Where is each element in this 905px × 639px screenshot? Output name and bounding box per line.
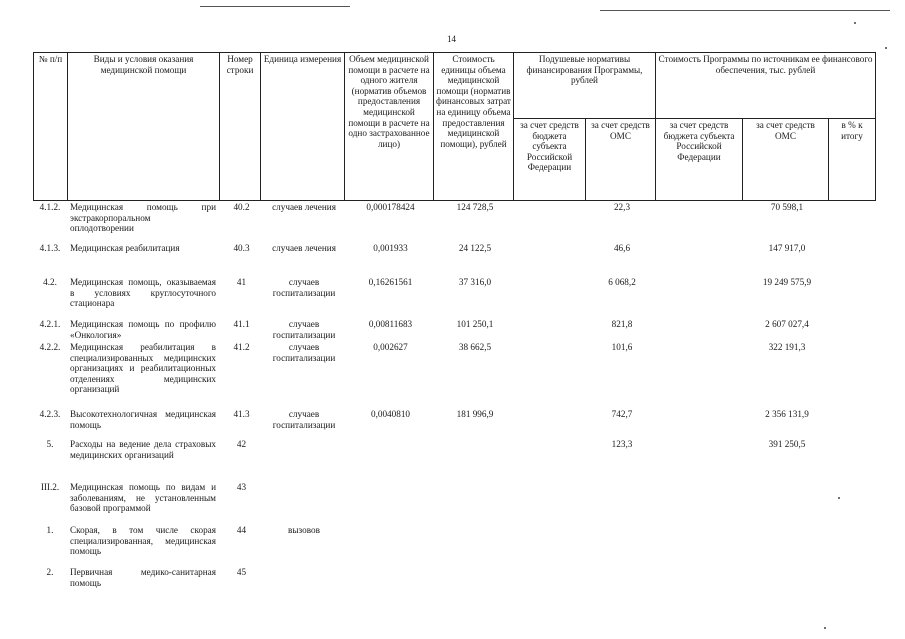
row-line-number: 40.2	[233, 202, 250, 212]
row-unit: случаев лечения	[272, 202, 336, 212]
row-program-oms: 19 249 575,9	[762, 277, 812, 287]
row-volume: 0,0040810	[370, 409, 411, 419]
header-cell-line: Номер строки	[220, 53, 261, 201]
row-num: 4.2.1.	[39, 319, 61, 329]
row-line-number: 44	[236, 525, 247, 535]
row-description: Высокотехнологичная медицинская помощь	[70, 409, 216, 430]
row-unit: вызовов	[288, 525, 320, 535]
row-cost: 101 250,1	[456, 319, 494, 329]
header-cell-type: Виды и условия оказания медицинской помощи	[68, 53, 220, 201]
table-header	[33, 52, 876, 201]
row-line-number: 41.2	[233, 342, 250, 352]
row-unit: случаев госпитализации	[272, 409, 336, 430]
scan-speck	[854, 22, 856, 24]
row-volume: 0,16261561	[368, 277, 413, 287]
row-program-oms: 322 191,3	[768, 342, 806, 352]
scan-speck	[885, 47, 887, 49]
row-description: Медицинская помощь по видам и заболеваниям, не установленным базовой программой	[70, 482, 216, 514]
row-line-number: 40.3	[233, 243, 250, 253]
scan-line-top	[200, 6, 350, 7]
page-number: 14	[447, 34, 456, 44]
row-num: 2.	[46, 567, 54, 577]
row-num: 4.2.2.	[39, 342, 61, 352]
row-volume: 0,001933	[373, 243, 408, 253]
scan-line-top-right	[600, 10, 890, 11]
row-per-capita-oms: 821,8	[611, 319, 633, 329]
row-cost: 124 728,5	[456, 202, 494, 212]
row-line-number: 45	[236, 567, 247, 577]
row-per-capita-oms: 123,3	[611, 439, 633, 449]
row-description: Скорая, в том числе скорая специализированная, медицинская помощь	[70, 525, 216, 557]
header-cell-pr-budget: за счет средств бюджета субъекта Российской Федерации	[656, 119, 743, 201]
row-cost: 38 662,5	[458, 342, 492, 352]
row-line-number: 41.1	[233, 319, 250, 329]
header-cell-program: Стоимость Программы по источникам ее финансового обеспечения, тыс. рублей	[656, 53, 876, 119]
row-line-number: 43	[236, 482, 247, 492]
header-cell-pr-pct: в % к итогу	[829, 119, 876, 201]
row-program-oms: 2 607 027,4	[765, 319, 809, 329]
header-cell-per-capita: Подушевые нормативы финансирования Программы, рублей	[514, 53, 656, 119]
row-description: Расходы на ведение дела страховых медицинских организаций	[70, 439, 216, 460]
row-program-oms: 391 250,5	[768, 439, 806, 449]
row-unit: случаев госпитализации	[272, 277, 336, 298]
row-line-number: 41	[236, 277, 247, 287]
row-line-number: 42	[236, 439, 247, 449]
row-num: 1.	[46, 525, 54, 535]
row-unit: случаев госпитализации	[272, 319, 336, 340]
scan-speck	[824, 627, 826, 629]
row-unit: случаев лечения	[272, 243, 336, 253]
row-description: Медицинская помощь при экстракорпоральном оплодотворении	[70, 202, 216, 234]
row-num: 4.2.	[43, 277, 57, 287]
row-num: 4.2.3.	[39, 409, 61, 419]
row-cost: 24 122,5	[458, 243, 492, 253]
row-description: Медицинская реабилитация в специализированных медицинских организациях и реабилитационных отделениях медицинских организаций	[70, 342, 216, 395]
row-num: III.2.	[40, 482, 60, 492]
row-volume: 0,00811683	[368, 319, 413, 329]
header-cell-pc-oms: за счет средств ОМС	[586, 119, 656, 201]
header-cell-num: № п/п	[34, 53, 68, 201]
row-num: 4.1.3.	[39, 243, 61, 253]
row-per-capita-oms: 22,3	[613, 202, 631, 212]
row-num: 5.	[46, 439, 54, 449]
header-cell-cost: Стоимость единицы объема медицинской помощи (норматив финансовых затрат на единицу объема предоставления медицинской помощи), рублей	[434, 53, 514, 201]
row-cost: 37 316,0	[458, 277, 492, 287]
row-description: Медицинская реабилитация	[70, 243, 180, 253]
scan-speck	[838, 497, 840, 499]
row-per-capita-oms: 742,7	[611, 409, 633, 419]
row-unit: случаев госпитализации	[272, 342, 336, 363]
row-volume: 0,000178424	[366, 202, 415, 212]
row-cost: 181 996,9	[456, 409, 494, 419]
header-cell-unit: Единица измерения	[261, 53, 345, 201]
row-line-number: 41.3	[233, 409, 250, 419]
row-num: 4.1.2.	[39, 202, 61, 212]
row-volume: 0,002627	[373, 342, 408, 352]
row-per-capita-oms: 101,6	[611, 342, 633, 352]
row-per-capita-oms: 46,6	[613, 243, 631, 253]
row-description: Медицинская помощь, оказываемая в условиях круглосуточного стационара	[70, 277, 216, 309]
row-per-capita-oms: 6 068,2	[608, 277, 636, 287]
row-description: Первичная медико-санитарная помощь	[70, 567, 216, 588]
row-program-oms: 70 598,1	[770, 202, 804, 212]
header-cell-pr-oms: за счет средств ОМС	[743, 119, 829, 201]
header-cell-volume: Объем медицинской помощи в расчете на одного жителя (норматив объемов предоставления медицинской помощи в расчете на одно застрахованное лицо)	[345, 53, 434, 201]
row-program-oms: 147 917,0	[768, 243, 806, 253]
row-program-oms: 2 356 131,9	[765, 409, 809, 419]
header-cell-pc-budget: за счет средств бюджета субъекта Российской Федерации	[514, 119, 586, 201]
row-description: Медицинская помощь по профилю «Онкология»	[70, 319, 216, 340]
